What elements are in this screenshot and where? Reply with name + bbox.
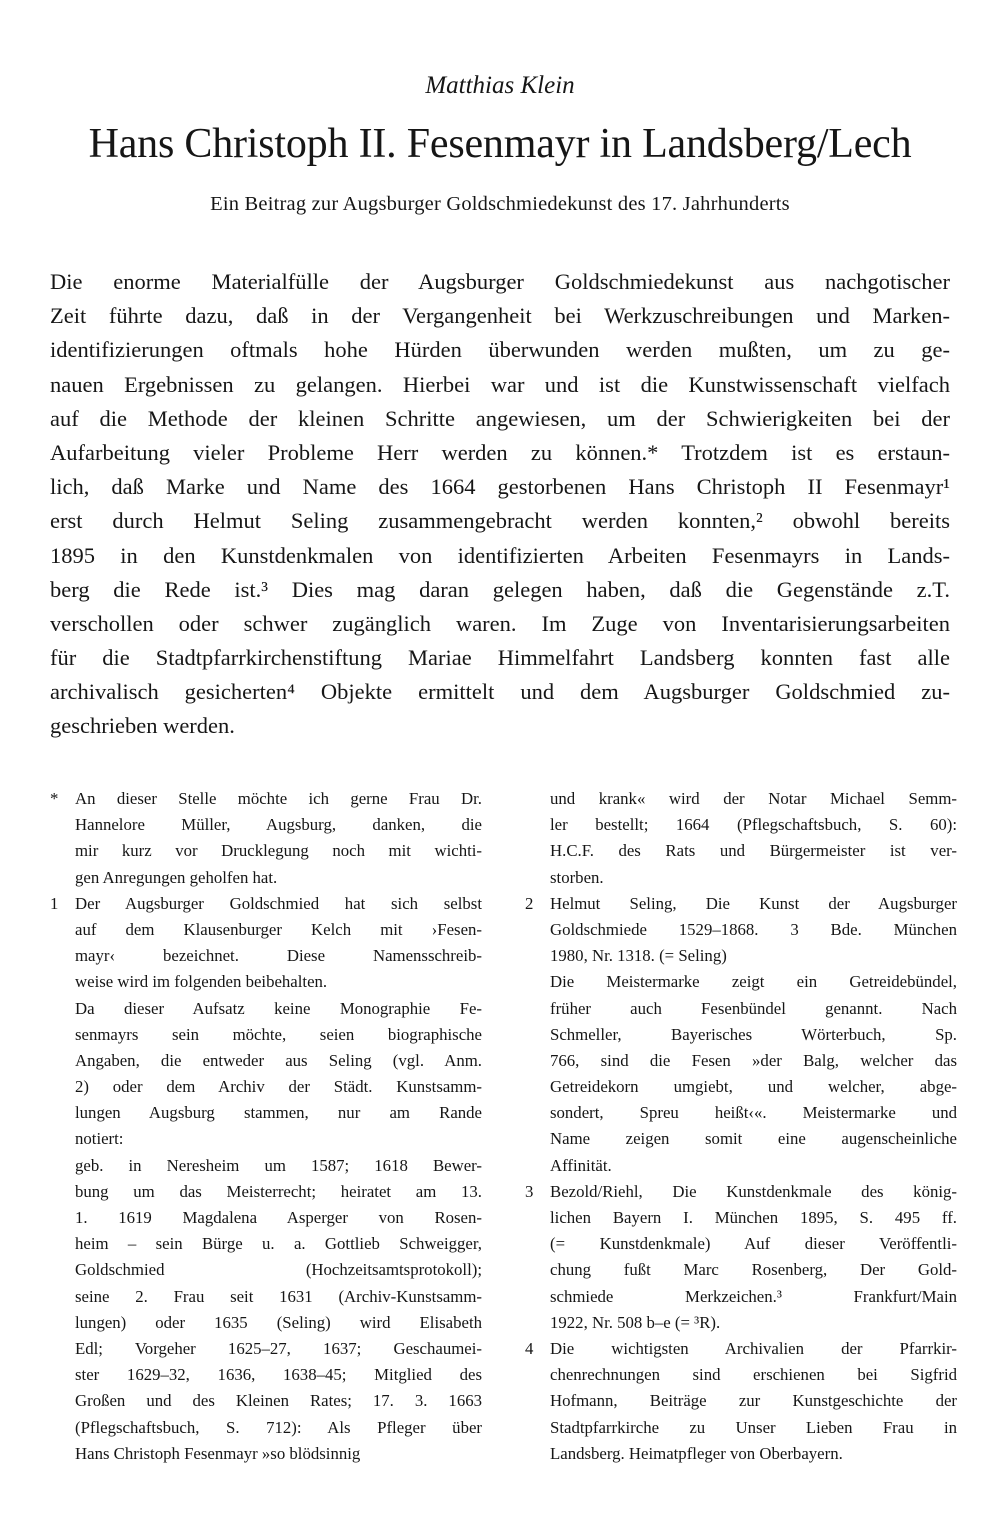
footnote-line (42, 1231, 482, 1257)
footnote-text: und krank« wird der Notar Michael Semm- (550, 789, 957, 808)
footnote-line (42, 786, 482, 812)
footnote-number: 1 (50, 893, 59, 913)
footnote-line (42, 1441, 482, 1467)
intro-line: berg die Rede ist.³ Dies mag daran gelegen haben, daß die Gegenstände z.T. (50, 576, 950, 602)
footnote-line (517, 1284, 957, 1310)
footnote-line (42, 1048, 482, 1074)
footnote-text: An dieser Stelle möchte ich gerne Frau Dr. (75, 789, 482, 808)
footnote-number: * (50, 789, 59, 808)
footnote-text: geb. in Neresheim um 1587; 1618 Bewer- (75, 1155, 482, 1175)
footnote-text: Hannelore Müller, Augsburg, danken, die (75, 815, 482, 835)
footnote-line (517, 891, 957, 917)
footnote-line (517, 1310, 957, 1336)
footnote-line (517, 969, 957, 995)
footnote-line (42, 1126, 482, 1152)
intro-line: geschrieben werden. (50, 713, 235, 739)
footnote-line (42, 1022, 482, 1048)
footnotes-right-column (517, 786, 957, 1467)
footnote-text: lungen) oder 1635 (Seling) wird Elisabeth (75, 1312, 482, 1332)
footnote-line (517, 838, 957, 864)
footnote-text: ler bestellt; 1664 (Pflegschaftsbuch, S. 60): (550, 815, 957, 835)
intro-line: erst durch Helmut Seling zusammengebracht werden konnten,² obwohl bereits (50, 508, 950, 534)
footnote-line (42, 1284, 482, 1310)
intro-line: verschollen oder schwer zugänglich waren. Im Zuge von Inventarisierungsarbeiten (50, 610, 950, 636)
footnote-text: lungen Augsburg stammen, nur am Rande (75, 1103, 482, 1123)
footnotes-left-column (42, 786, 482, 1467)
footnote-text: ster 1629–32, 1636, 1638–45; Mitglied des (75, 1365, 482, 1385)
footnote-text: Name zeigen somit eine augenscheinliche (550, 1129, 957, 1149)
footnote-text: Der Augsburger Goldschmied hat sich selbst (75, 893, 482, 913)
footnote-text: Angaben, die entweder aus Seling (vgl. Anm. (75, 1050, 482, 1070)
intro-line: archivalisch gesicherten⁴ Objekte ermittelt und dem Augsburger Goldschmied zu- (50, 679, 950, 705)
footnote-text: Da dieser Aufsatz keine Monographie Fe- (75, 998, 482, 1018)
footnote-text: Getreidekorn umgiebt, und welcher, abge- (550, 1077, 957, 1097)
footnote-line (517, 943, 957, 969)
footnote-line (517, 1126, 957, 1152)
footnote-line (517, 1022, 957, 1048)
footnote-line (517, 1179, 957, 1205)
footnote-line (517, 1388, 957, 1414)
footnote-text: 766, sind die Fesen »der Balg, welcher das (550, 1050, 957, 1070)
footnote-line (517, 996, 957, 1022)
footnote-line (42, 1153, 482, 1179)
footnote-text: schmiede Merkzeichen.³ Frankfurt/Main (550, 1286, 957, 1306)
intro-line: Zeit führte dazu, daß in der Vergangenheit bei Werkzuschreibungen und Marken- (50, 303, 950, 329)
footnote-text: (= Kunstdenkmale) Auf dieser Veröffentli- (550, 1234, 957, 1254)
footnote-line (42, 1179, 482, 1205)
footnote-line (517, 1441, 957, 1467)
intro-line: auf die Methode der kleinen Schritte angewiesen, um der Schwierigkeiten bei der (50, 405, 950, 431)
footnote-text: sondert, Spreu heißt‹«. Meistermarke und (550, 1103, 957, 1123)
footnote-line (517, 812, 957, 838)
article-title: Hans Christoph II. Fesenmayr in Landsberg/Lech (88, 121, 912, 167)
footnote-line (517, 1074, 957, 1100)
footnote-text: Affinität. (550, 1155, 612, 1175)
footnote-text: Die Meistermarke zeigt ein Getreidebündel, (550, 972, 957, 992)
intro-line: Aufarbeitung vieler Probleme Herr werden zu können.* Trotzdem ist es erstaun- (50, 439, 950, 465)
footnote-line (42, 1074, 482, 1100)
footnote-line (42, 969, 482, 995)
footnote-text: Die wichtigsten Archivalien der Pfarrkir- (550, 1338, 957, 1358)
footnote-text: auf dem Klausenburger Kelch mit ›Fesen- (75, 919, 482, 939)
footnote-line (42, 865, 482, 891)
article-subtitle: Ein Beitrag zur Augsburger Goldschmiedekunst des 17. Jahrhunderts (210, 193, 790, 215)
footnote-line (517, 786, 957, 812)
footnote-line (42, 943, 482, 969)
footnote-text: Stadtpfarrkirche zu Unser Lieben Frau in (550, 1417, 957, 1437)
footnote-text: storben. (550, 867, 604, 887)
intro-paragraph (50, 265, 950, 744)
intro-line: identifizierungen oftmals hohe Hürden überwunden werden mußten, um zu ge- (50, 337, 950, 363)
footnote-text: (Pflegschaftsbuch, S. 712): Als Pfleger über (75, 1417, 482, 1437)
footnote-text: mir kurz vor Drucklegung noch mit wichti- (75, 841, 482, 861)
footnote-line (517, 1257, 957, 1283)
footnote-line (42, 812, 482, 838)
footnote-text: notiert: (75, 1129, 124, 1149)
footnote-text: seine 2. Frau seit 1631 (Archiv-Kunstsamm- (75, 1286, 482, 1306)
footnote-text: 2) oder dem Archiv der Städt. Kunstsamm- (75, 1077, 482, 1097)
intro-line: für die Stadtpfarrkirchenstiftung Mariae Himmelfahrt Landsberg konnten fast alle (50, 645, 950, 671)
footnote-line (42, 1415, 482, 1441)
footnote-line (42, 1100, 482, 1126)
footnote-line (42, 1257, 482, 1283)
footnote-number: 2 (525, 893, 534, 913)
footnote-line (42, 1205, 482, 1231)
footnote-line (42, 1362, 482, 1388)
footnote-line (42, 917, 482, 943)
footnote-line (42, 996, 482, 1022)
intro-line: 1895 in den Kunstdenkmalen von identifizierten Arbeiten Fesenmayrs in Lands- (50, 542, 950, 568)
footnote-text: Edl; Vorgeher 1625–27, 1637; Geschaumei- (75, 1338, 482, 1358)
footnote-text: Großen und des Kleinen Rates; 17. 3. 1663 (75, 1391, 482, 1411)
footnote-line (42, 891, 482, 917)
footnote-line (517, 1205, 957, 1231)
footnote-number: 3 (525, 1181, 534, 1201)
intro-line: lich, daß Marke und Name des 1664 gestorbenen Hans Christoph II Fesenmayr¹ (50, 474, 950, 500)
footnote-line (517, 1336, 957, 1362)
footnote-line (517, 865, 957, 891)
footnote-line (517, 1415, 957, 1441)
footnote-line (42, 1388, 482, 1414)
footnote-line (517, 1100, 957, 1126)
footnote-line (42, 838, 482, 864)
footnote-text: Goldschmied (Hochzeitsamtsprotokoll); (75, 1260, 482, 1280)
footnote-text: senmayrs sein möchte, seien biographische (75, 1024, 482, 1044)
footnote-text: 1980, Nr. 1318. (= Seling) (550, 946, 727, 966)
footnote-text: bung um das Meisterrecht; heiratet am 13. (75, 1181, 482, 1201)
footnote-line (517, 1048, 957, 1074)
footnote-line (517, 1153, 957, 1179)
footnote-text: mayr‹ bezeichnet. Diese Namensschreib- (75, 946, 482, 966)
intro-line: nauen Ergebnissen zu gelangen. Hierbei war und ist die Kunstwissenschaft vielfach (50, 371, 950, 397)
footnote-text: gen Anregungen geholfen hat. (75, 867, 278, 887)
footnote-text: chenrechnungen sind erschienen bei Sigfrid (550, 1365, 957, 1385)
footnote-line (42, 1336, 482, 1362)
footnote-text: Bezold/Riehl, Die Kunstdenkmale des könig- (550, 1181, 957, 1201)
footnote-text: weise wird im folgenden beibehalten. (75, 972, 328, 992)
footnote-text: 1922, Nr. 508 b–e (= ³R). (550, 1312, 721, 1332)
footnote-text: heim – sein Bürge u. a. Gottlieb Schweigger, (75, 1234, 482, 1254)
footnote-text: Landsberg. Heimatpfleger von Oberbayern. (550, 1443, 843, 1463)
footnote-line (42, 1310, 482, 1336)
footnote-text: chung fußt Marc Rosenberg, Der Gold- (550, 1260, 957, 1280)
author-name: Matthias Klein (425, 72, 575, 99)
footnote-line (517, 1362, 957, 1388)
footnote-line (517, 917, 957, 943)
footnote-text: Schmeller, Bayerisches Wörterbuch, Sp. (550, 1024, 957, 1044)
footnote-line (517, 1231, 957, 1257)
intro-line: Die enorme Materialfülle der Augsburger Goldschmiedekunst aus nachgotischer (50, 269, 950, 294)
footnote-number: 4 (525, 1338, 534, 1358)
footnote-text: lichen Bayern I. München 1895, S. 495 ff. (550, 1208, 957, 1227)
footnote-text: H.C.F. des Rats und Bürgermeister ist ver- (550, 841, 957, 861)
footnote-text: 1. 1619 Magdalena Asperger von Rosen- (75, 1208, 482, 1227)
footnote-text: Goldschmiede 1529–1868. 3 Bde. München (550, 919, 957, 939)
footnote-text: Hofmann, Beiträge zur Kunstgeschichte der (550, 1391, 957, 1411)
footnote-text: früher auch Fesenbündel genannt. Nach (550, 998, 957, 1018)
footnote-text: Helmut Seling, Die Kunst der Augsburger (550, 893, 957, 913)
footnote-text: Hans Christoph Fesenmayr »so blödsinnig (75, 1443, 361, 1463)
